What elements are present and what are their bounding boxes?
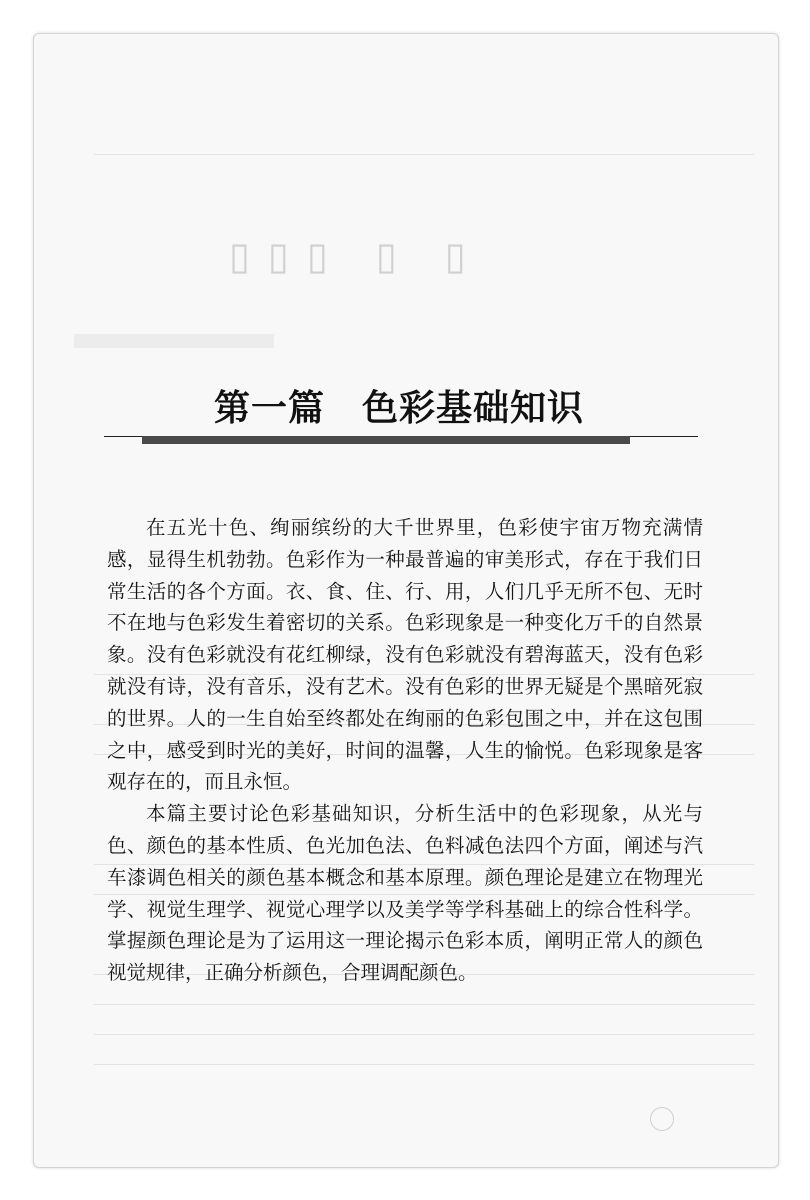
show-through-page-mark <box>650 1107 674 1131</box>
paragraph-scope: 本篇主要讨论色彩基础知识，分析生活中的色彩现象，从光与色、颜色的基本性质、色光加色法、色料减色法四个方面，阐述与汽车漆调色相关的颜色基本概念和基本原理。颜色理论是建立在物理光学、视觉生理学、视觉心理学以及美学等学科基础上的综合性科学。掌握颜色理论是为了运用这一理论揭示色彩本质，阐明正常人的颜色视觉规律，正确分析颜色，合理调配颜色。 <box>107 802 703 985</box>
title-shadow-bar <box>142 436 630 444</box>
show-through-line <box>94 1034 754 1035</box>
show-through-band <box>74 334 274 348</box>
book-page <box>33 33 779 1168</box>
show-through-line <box>94 1064 754 1065</box>
part-title: 第一篇 色彩基础知识 <box>214 387 585 429</box>
show-through-heading: ▯▯▯ ▯ ▯ <box>229 234 484 278</box>
body-text <box>107 512 703 989</box>
show-through-line <box>94 154 754 155</box>
paragraph-intro: 在五光十色、绚丽缤纷的大千世界里，色彩使宇宙万物充满情感，显得生机勃勃。色彩作为一种最普遍的审美形式，存在于我们日常生活的各个方面。衣、食、住、行、用，人们几乎无所不包、无时不在地与色彩发生着密切的关系。色彩现象是一种变化万千的自然景象。没有色彩就没有花红柳绿，没有色彩就没有碧海蓝天，没有色彩就没有诗，没有音乐，没有艺术。没有色彩的世界无疑是个黑暗死寂的世界。人的一生自始至终都处在绚丽的色彩包围之中，并在这包围之中，感受到时光的美好，时间的温馨，人生的愉悦。色彩现象是客观存在的，而且永恒。 <box>107 516 703 794</box>
show-through-line <box>94 1004 754 1005</box>
